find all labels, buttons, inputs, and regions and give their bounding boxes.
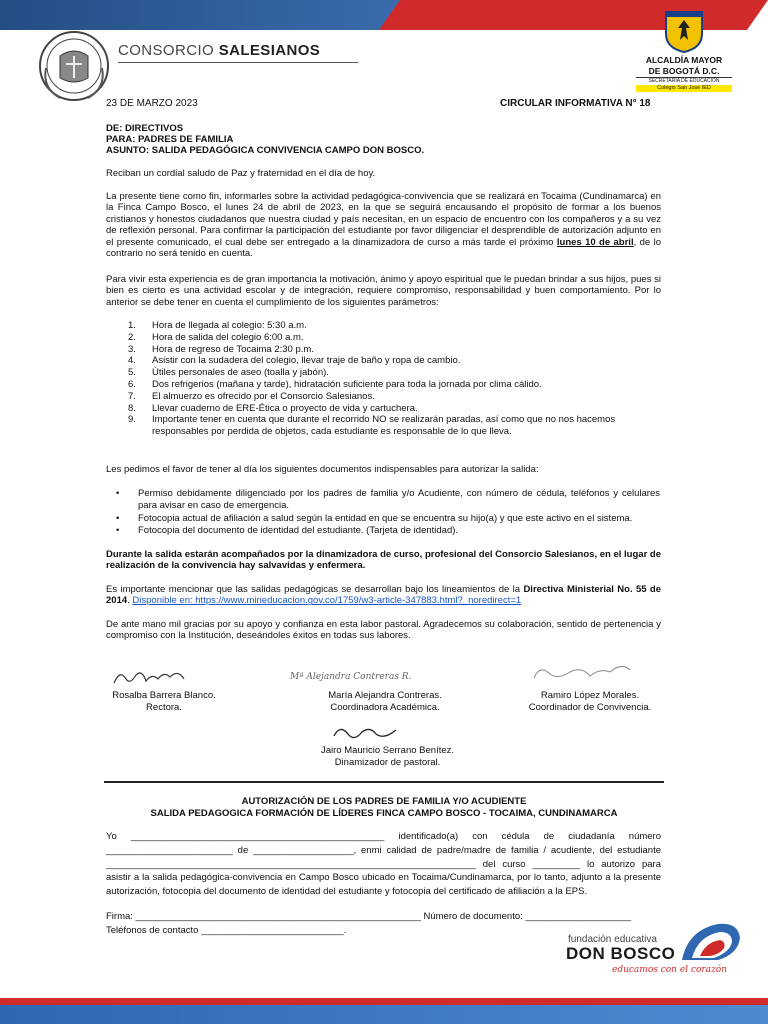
list-item-text: El almuerzo es ofrecido por el Consorcio Salesianos. [152, 390, 375, 402]
bottom-color-band [0, 998, 768, 1024]
list-item-text: Hora de llegada al colegio: 5:30 a.m. [152, 320, 307, 331]
foundation-label: fundación educativa [568, 934, 657, 945]
list-item-text: Asistir con la sudadera del colegio, llevar traje de baño y ropa de cambio. [152, 355, 461, 367]
signature-block-1: Rosalba Barrera Blanco. Rectora. [112, 690, 216, 713]
signature-block-4: Jairo Mauricio Serrano Benítez. Dinamizador de pastoral. [320, 745, 455, 768]
list-item-number: 8. [128, 402, 136, 414]
list-item-number: 3. [128, 343, 136, 355]
foundation-slogan: educamos con el corazón [612, 965, 727, 975]
to-line: PARA: PADRES DE FAMILIA [106, 134, 234, 145]
paragraph-2: Para vivir esta experiencia es de gran importancia la motivación, ánimo y apoyo espiritual que le puedan brindar a sus hijos, pues si bien es cierto es una actividad escolar y de integración, requiere compromiso, responsabilidad y buen comportamiento. Por lo anterior se debe tener en cuenta el cumplimiento de los siguientes parámetros: [106, 274, 661, 308]
organization-name: CONSORCIO SALESIANOS [118, 42, 321, 59]
list-item-number: 1. [128, 320, 136, 331]
paragraph-3: Les pedimos el favor de tener al día los siguientes documentos indispensables para autorizar la salida: [106, 464, 539, 475]
paragraph-1: La presente tiene como fin, informarles sobre la actividad pedagógica-convivencia que se realizará en Tocaima (Cundinamarca) en la Finca Campo Bosco, el lunes 24 de abril de 2023, en la que se seguirá encausando el propósito de formar a los buenos cristianos y honestos ciudadanos que nuestra ciudad y país necesitan, en un espacio de encuentro con los compañeros y a su vez de reflexión personal. Para confirmar la participación del estudiante por favor diligenciar el desprendible de autorización adjunto en el presente comunicado, el cual debe ser entregado a la dinamizadora de curso a más tarde el próximo lunes 10 de abril, de lo contrario no será tenido en cuenta. [106, 191, 661, 260]
signature-jairo-icon [330, 722, 400, 744]
list-item-text: Dos refrigerios (mañana y tarde), hidratación suficiente para toda la jornada por clima cálido. [152, 379, 542, 390]
list-item-text: Hora de salida del colegio 6:00 a.m. [152, 331, 304, 343]
bullet-item [116, 488, 660, 511]
bullet-text: Fotocopia del documento de identidad del estudiante. (Tarjeta de identidad). [138, 525, 459, 536]
phone-field-line: Teléfonos de contacto ___________________________. [106, 925, 347, 936]
list-item-number: 2. [128, 331, 136, 343]
divider [104, 781, 664, 783]
from-line: DE: DIRECTIVOS [106, 123, 184, 134]
foundation-name: DON BOSCO [566, 944, 676, 963]
greeting: Reciban un cordial saludo de Paz y fraternidad en el día de hoy. [106, 168, 376, 179]
bullet-icon: • [116, 525, 120, 536]
don-bosco-logo [560, 920, 740, 980]
signature-maria-script: Mª Alejandra Contreras R. [290, 672, 412, 682]
directive-link[interactable]: Disponible en: https://www.mineducacion.gov.co/1759/w3-article-347883.html?_noredirect=1 [132, 595, 522, 607]
subject-line: ASUNTO: SALIDA PEDAGÓGICA CONVIVENCIA CAMPO DON BOSCO. [106, 145, 425, 156]
date: 23 DE MARZO 2023 [106, 98, 198, 109]
bullet-item [116, 525, 660, 537]
list-item-text: Importante tener en cuenta que durante el recorrido NO se realizarán paradas, así como que no nos hacemos responsables por perdida de objetos, cada estudiante es responsable de lo que lleva. [152, 414, 616, 437]
authorization-body: Yo ________________________________________________ identificado(a) con cédula de ciudadanía número ________________________ de ___________________, enmi calidad de padre/madre de familia / acudiente, del estudiante ______________________________________________________________________ del curso _________ lo autorizo para asistir a la salida pedagógica-convivencia en Campo Bosco ubicado en Tocaima/Cundinamarca, por lo tanto, adjunto a la presente autorización, fotocopia del documento de identidad del estudiante y fotocopia del certificado de afiliación a la EPS. [106, 831, 661, 898]
list-item-text: Útiles personales de aseo (toalla y jabón). [152, 367, 329, 379]
bullet-item [116, 513, 660, 525]
bogota-logo [636, 10, 732, 92]
header-underline [118, 62, 358, 63]
list-item-number: 5. [128, 367, 136, 379]
paragraph-4: Durante la salida estarán acompañados por la dinamizadora de curso, profesional del Consorcio Salesianos, en el lugar de realización de la convivencia hay salvavidas y enfermera. [106, 549, 661, 572]
bullet-text: Fotocopia actual de afiliación a salud según la entidad en que se encuentra su hijo(a) y que este activo en el sistema. [138, 513, 633, 524]
bullet-text: Permiso debidamente diligenciado por los padres de familia y/o Acudiente, con número de cédula, teléfonos y celulares para avisar en caso de emergencia. [138, 488, 660, 511]
list-item-text: Hora de regreso de Tocaima 2:30 p.m. [152, 343, 314, 355]
bullet-icon: • [116, 513, 120, 524]
list-item-text: Llevar cuaderno de ERE-Ética o proyecto de vida y cartuchera. [152, 402, 418, 414]
authorization-title: AUTORIZACIÓN DE LOS PADRES DE FAMILIA Y/O ACUDIENTE SALIDA PEDAGOGICA FORMACIÓN DE LÍDERES FINCA CAMPO BOSCO - TOCAIMA, CUNDINAMARCA [150, 796, 618, 819]
requirements-list [128, 320, 660, 450]
paragraph-6: De ante mano mil gracias por su apoyo y confianza en esta labor pastoral. Agradecemos su colaboración, sentido de pertenencia y compromiso con la Institución, deseándoles éxitos en todas sus labores. [106, 619, 661, 642]
bullet-icon: • [116, 488, 120, 499]
bogota-subtitle: SECRETARÍA DE EDUCACIÓN [636, 77, 732, 84]
list-item-number: 6. [128, 379, 136, 390]
circular-number: CIRCULAR INFORMATIVA N° 18 [500, 98, 651, 109]
list-item-number: 4. [128, 355, 136, 367]
signature-block-2: María Alejandra Contreras. Coordinadora Académica. [328, 690, 442, 713]
bogota-title-line2: DE BOGOTÁ D.C. [648, 66, 720, 76]
signature-field-line: Firma: ______________________________________________________ Número de documento: ____________________ [106, 911, 632, 922]
signature-rosalba-icon [112, 665, 192, 689]
signature-block-3: Ramiro López Morales. Coordinador de Convivencia. [528, 690, 652, 713]
school-name: Colegio San José IED [636, 85, 732, 92]
paragraph-5: Es importante mencionar que las salidas pedagógicas se desarrollan bajo los lineamientos de la Directiva Ministerial No. 55 de 2014. Disponible en: https://www.mineducacion.gov.co/1759/w3-article-347883.html?_noredirect=1 [106, 584, 662, 607]
list-item-number: 7. [128, 390, 136, 402]
documents-list [116, 488, 660, 548]
bogota-shield-icon [664, 10, 704, 54]
bogota-title-line1: ALCALDÍA MAYOR [645, 55, 723, 65]
salesianos-seal-icon [36, 28, 112, 104]
signature-ramiro-icon [530, 660, 640, 686]
don-bosco-emblem-icon [678, 920, 742, 964]
list-item-number: 9. [128, 414, 136, 426]
